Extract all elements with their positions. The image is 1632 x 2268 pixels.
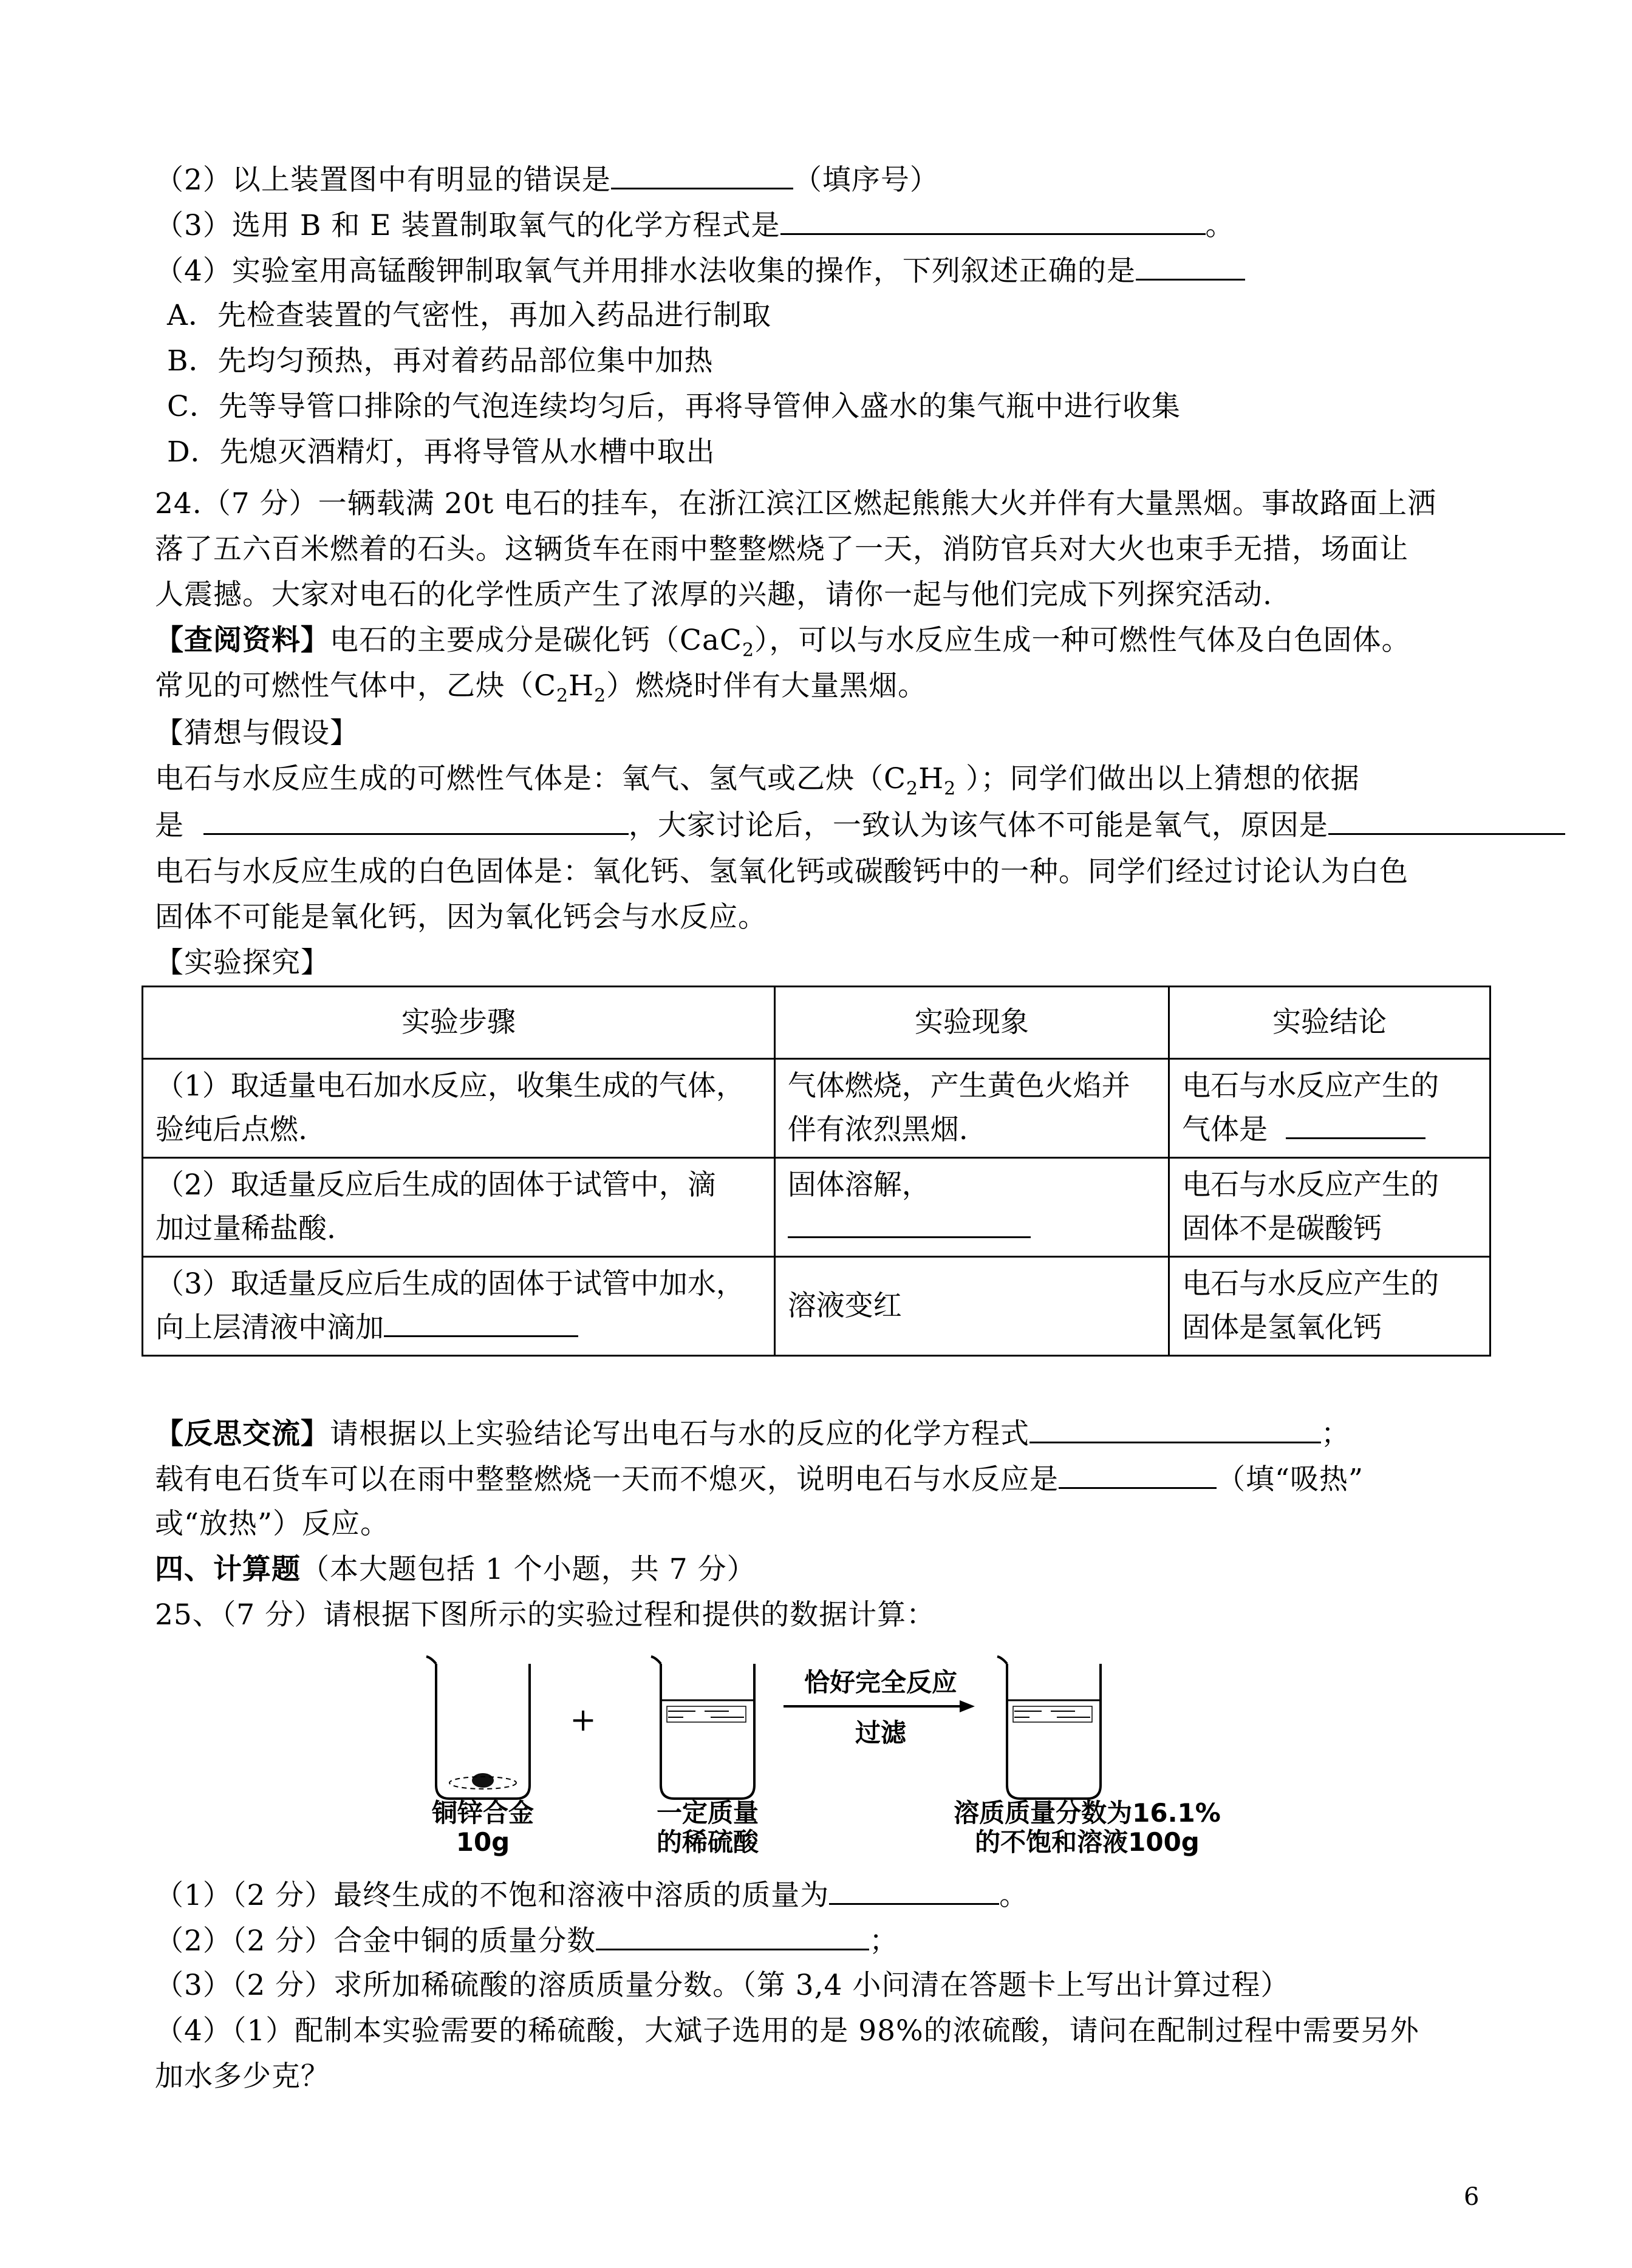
experiment-table: [142, 986, 1491, 1357]
question-24-line3: 人震撼。大家对电石的化学性质产生了浓厚的兴趣，请你一起与他们完成下列探究活动.: [155, 578, 1272, 611]
reaction-arrow-icon: [784, 1700, 975, 1712]
observation-cell: 固体溶解，: [774, 1158, 1169, 1257]
answer-blank[interactable]: [1029, 1415, 1321, 1443]
arrow-label-top: 恰好完全反应: [804, 1667, 958, 1697]
page-number: 6: [1464, 2183, 1480, 2211]
answer-blank[interactable]: [780, 206, 1206, 235]
experiment-heading: 【实验探究】: [155, 946, 330, 979]
conclusion-cell: 电石与水反应产生的 气体是: [1169, 1059, 1490, 1158]
question-24-line1: 24.（7 分）一辆载满 20t 电石的挂车，在浙江滨江区燃起熊熊大火并伴有大量黑烟。事故路面上洒: [155, 487, 1437, 520]
calc-question-1: （1）（2 分）最终生成的不饱和溶液中溶质的质量为 。: [155, 1876, 1028, 1914]
table-header-row: [143, 987, 1490, 1059]
conclusion-cell: 电石与水反应产生的 固体是氢氧化钙: [1169, 1257, 1490, 1356]
conclusion-cell: 电石与水反应产生的 固体不是碳酸钙: [1169, 1158, 1490, 1257]
beaker-3-label-line2: 的不饱和溶液100g: [975, 1827, 1200, 1857]
question-24-line2: 落了五六百米燃着的石头。这辆货车在雨中整整燃烧了一天，消防官兵对大火也束手无措，场面让: [155, 533, 1408, 566]
step-cell: （1）取适量电石加水反应，收集生成的气体， 验纯后点燃.: [143, 1059, 775, 1158]
hypothesis-line2: 是 ，大家讨论后，一致认为该气体不可能是氧气，原因是: [155, 806, 1565, 844]
calc-question-2: （2）（2 分）合金中铜的质量分数 ；: [155, 1922, 898, 1960]
beaker-alloy-icon: [426, 1657, 530, 1799]
calc-question-4-line1: （4）（1）配制本实验需要的稀硫酸，大斌子选用的是 98%的浓硫酸，请问在配制过程中需要另外: [155, 2014, 1419, 2048]
header-conclusions: 实验结论: [1169, 987, 1490, 1059]
table-row: [143, 1257, 1490, 1356]
answer-blank[interactable]: [1136, 252, 1245, 281]
answer-blank[interactable]: [1286, 1111, 1425, 1139]
beaker-2-label-line1: 一定质量: [656, 1798, 759, 1828]
reflection-line1: 【反思交流】请根据以上实验结论写出电石与水的反应的化学方程式 ；: [155, 1415, 1350, 1452]
calc-question-4-line2: 加水多少克？: [155, 2060, 330, 2093]
option-a: A．先检查装置的气密性，再加入药品进行制取: [167, 299, 771, 332]
table-row: [143, 1158, 1490, 1257]
question-23-4: （4）实验室用高锰酸钾制取氧气并用排水法收集的操作，下列叙述正确的是: [155, 252, 1245, 290]
beaker-1-label-line1: 铜锌合金: [431, 1798, 534, 1828]
answer-blank[interactable]: [1328, 806, 1565, 835]
option-b: B．先均匀预热，再对着药品部位集中加热: [167, 344, 714, 378]
arrow-label-bottom: 过滤: [855, 1718, 907, 1748]
calc-question-3: （3）（2 分）求所加稀硫酸的溶质质量分数。（第 3,4 小问清在答题卡上写出计算过程）: [155, 1969, 1290, 2002]
reflection-line2: 载有电石货车可以在雨中整整燃烧一天而不熄灭，说明电石与水反应是 （填“吸热”: [155, 1460, 1364, 1498]
hypothesis-line1: 电石与水反应生成的可燃性气体是：氧气、氢气或乙炔（$C_2H_2$ ）；同学们做出以上猜想的依据: [155, 762, 1360, 800]
answer-blank[interactable]: [611, 161, 793, 189]
option-d: D．先熄灭酒精灯，再将导管从水槽中取出: [167, 435, 715, 469]
answer-blank[interactable]: [829, 1876, 999, 1905]
step-cell: （2）取适量反应后生成的固体于试管中，滴 加过量稀盐酸.: [143, 1158, 775, 1257]
hypothesis-heading: 【猜想与假设】: [155, 717, 359, 750]
answer-blank[interactable]: [596, 1922, 869, 1950]
beaker-2-label-line2: 的稀硫酸: [656, 1827, 759, 1857]
answer-blank[interactable]: [384, 1309, 578, 1337]
table-row: [143, 1059, 1490, 1158]
question-23-2: （2）以上装置图中有明显的错误是 （填序号）: [155, 161, 939, 199]
reference-line1: 【查阅资料】电石的主要成分是碳化钙（CaC$_2$），可以与水反应生成一种可燃性气体及白色固体。: [155, 624, 1411, 661]
hypothesis-line4: 固体不可能是氧化钙，因为氧化钙会与水反应。: [155, 901, 767, 934]
plus-sign: +: [570, 1702, 596, 1738]
header-observations: 实验现象: [774, 987, 1169, 1059]
answer-blank[interactable]: [1059, 1460, 1217, 1489]
answer-blank[interactable]: [788, 1210, 1031, 1238]
option-c: C．先等导管口排除的气泡连续均匀后，再将导管伸入盛水的集气瓶中进行收集: [167, 390, 1181, 423]
observation-cell: 溶液变红: [774, 1257, 1169, 1356]
observation-cell: 气体燃烧，产生黄色火焰并 伴有浓烈黑烟.: [774, 1059, 1169, 1158]
beaker-solution-icon: [997, 1657, 1101, 1799]
beaker-1-label-line2: 10g: [456, 1827, 510, 1857]
hypothesis-line3: 电石与水反应生成的白色固体是：氧化钙、氢氧化钙或碳酸钙中的一种。同学们经过讨论认为白色: [155, 855, 1408, 888]
beaker-3-label-line1: 溶质质量分数为16.1%: [954, 1798, 1221, 1828]
reflection-line3: 或“放热”）反应。: [155, 1507, 390, 1541]
reference-line2: 常见的可燃性气体中，乙炔$(C_2H_2)$燃烧时伴有大量黑烟。: [155, 669, 927, 707]
experiment-figure: [413, 1640, 1239, 1858]
beaker-acid-icon: [651, 1657, 754, 1799]
question-23-3: （3）选用 B 和 E 装置制取氧气的化学方程式是 。: [155, 206, 1235, 244]
step-cell: （3）取适量反应后生成的固体于试管中加水， 向上层清液中滴加: [143, 1257, 775, 1356]
header-steps: 实验步骤: [143, 987, 775, 1059]
section-4-heading: 四、计算题（本大题包括 1 个小题，共 7 分）: [155, 1553, 756, 1586]
answer-blank[interactable]: [203, 806, 629, 835]
question-25: 25、（7 分）请根据下图所示的实验过程和提供的数据计算：: [155, 1598, 936, 1632]
